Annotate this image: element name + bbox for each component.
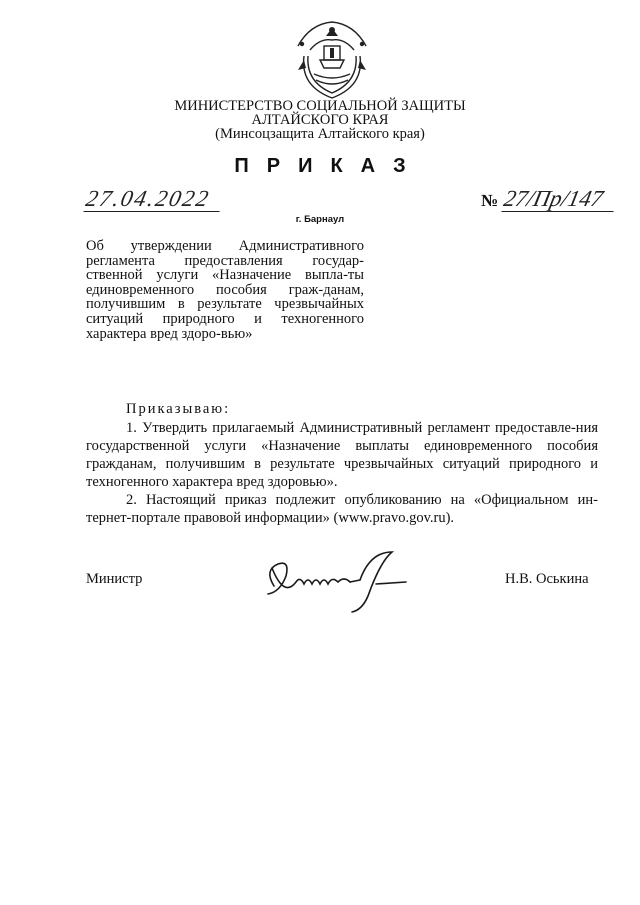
order-item-2: 2. Настоящий приказ подлежит опубликованию на «Официальном ин-тернет-портале правовой информации» (www.pravo.gov.ru). [86, 492, 598, 526]
coat-of-arms-icon [290, 16, 374, 102]
org-name-line-1: МИНИСТЕРСТВО СОЦИАЛЬНОЙ ЗАЩИТЫ [174, 98, 466, 114]
org-name-line-3: (Минсоцзащита Алтайского края) [215, 126, 425, 142]
org-name-line-2: АЛТАЙСКОГО КРАЯ [251, 112, 389, 128]
document-date: 27.04.2022 [83, 188, 224, 212]
number-sign: № [481, 191, 499, 210]
document-number: 27/Пр/147 [501, 188, 618, 212]
document-city: г. Барнаул [295, 214, 345, 225]
signer-name: Н.В. Оськина [505, 571, 589, 587]
order-item-1: 1. Утвердить прилагаемый Административный регламент предоставле-ния государственной услуги «Назначение выплаты единовременного пособия гражданам, получившим в результате чрезвычайных ситуаций природного и техногенного характера вред здоровью». [86, 420, 598, 490]
document-subject: Об утверждении Административного регламента предоставления государ-ственной услуги «Назначение выпла-ты единовременного пособия граж-данам, получившим в результате чрезвычайных ситуаций природного и техногенного характера вред здоро-вью» [86, 238, 364, 342]
signer-role: Министр [86, 571, 143, 587]
document-title: ПРИКАЗ [234, 155, 424, 177]
signature-icon [260, 546, 408, 616]
order-word: Приказываю: [126, 401, 231, 417]
